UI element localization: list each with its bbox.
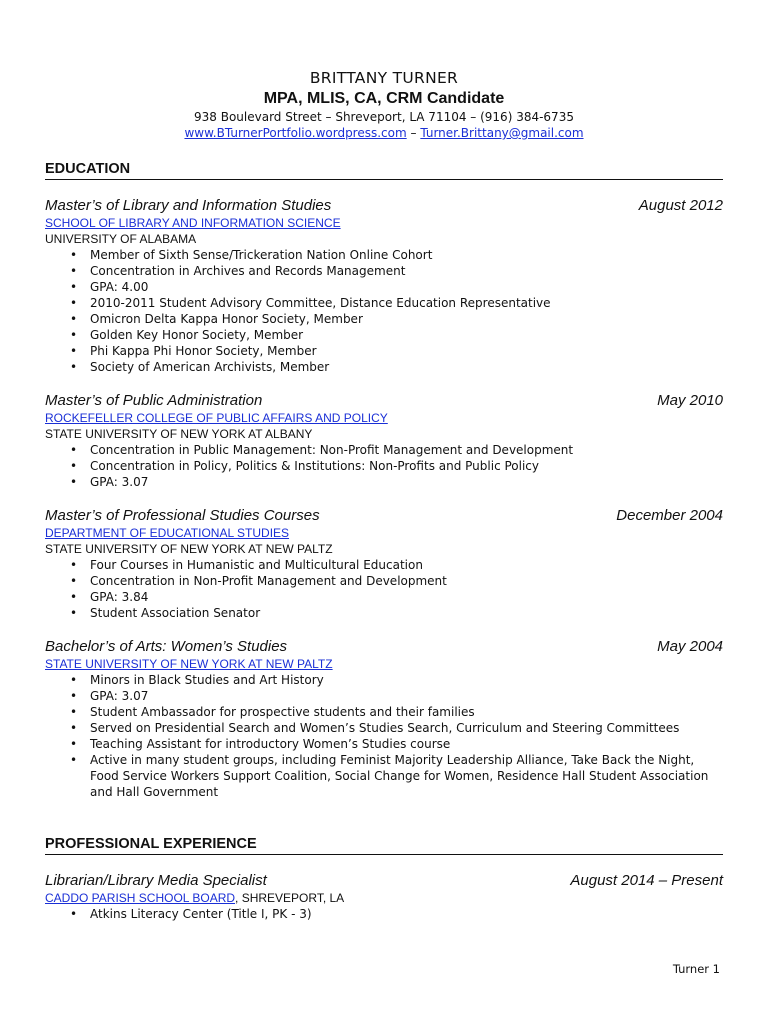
experience-entry	[45, 872, 723, 922]
portfolio-link[interactable]: www.BTurnerPortfolio.wordpress.com	[184, 126, 407, 140]
entry-date: May 2010	[657, 392, 723, 409]
page-footer: Turner 1	[672, 962, 720, 976]
education-entry	[45, 638, 723, 800]
entry-title-row	[45, 638, 723, 656]
list-item: • Student Association Senator	[70, 605, 723, 621]
department-link[interactable]: DEPARTMENT OF EDUCATIONAL STUDIES	[45, 526, 290, 540]
candidate-name: BRITTANY TURNER	[309, 69, 459, 87]
list-item: • Minors in Black Studies and Art History	[70, 672, 723, 688]
list-item: • Student Ambassador for prospective students and their families	[70, 704, 723, 720]
bullet-list	[45, 442, 723, 490]
school-name: STATE UNIVERSITY OF NEW YORK AT NEW PALTZ	[45, 542, 333, 556]
employer-location: , SHREVEPORT, LA	[235, 891, 345, 905]
employer-line	[45, 890, 723, 906]
list-item: • Society of American Archivists, Member	[70, 359, 723, 375]
bullet-list	[45, 906, 723, 922]
entry-date: May 2004	[657, 638, 723, 655]
experience-heading: PROFESSIONAL EXPERIENCE	[45, 836, 723, 855]
degree-title: Master’s of Public Administration	[45, 392, 263, 409]
list-item: • Concentration in Archives and Records Management	[70, 263, 723, 279]
job-title: Librarian/Library Media Specialist	[45, 872, 267, 889]
employer-link[interactable]: CADDO PARISH SCHOOL BOARD	[45, 891, 236, 905]
entry-date: August 2012	[638, 197, 723, 214]
list-item: • Phi Kappa Phi Honor Society, Member	[70, 343, 723, 359]
entry-title-row	[45, 872, 723, 890]
candidate-credentials: MPA, MLIS, CA, CRM Candidate	[263, 90, 505, 107]
education-entry	[45, 507, 723, 621]
list-item: • Golden Key Honor Society, Member	[70, 327, 723, 343]
degree-title: Master’s of Professional Studies Courses	[45, 507, 320, 524]
list-item: • GPA: 3.07	[70, 688, 723, 704]
degree-title: Master’s of Library and Information Studies	[45, 197, 332, 214]
resume-page	[45, 68, 723, 922]
school-name: UNIVERSITY OF ALABAMA	[45, 232, 197, 246]
list-item: • Member of Sixth Sense/Trickeration Nation Online Cohort	[70, 247, 723, 263]
list-item: • Omicron Delta Kappa Honor Society, Member	[70, 311, 723, 327]
list-item: • Teaching Assistant for introductory Women’s Studies course	[70, 736, 723, 752]
entry-date: December 2004	[616, 507, 723, 524]
entry-title-row	[45, 197, 723, 215]
email-link[interactable]: Turner.Brittany@gmail.com	[420, 126, 584, 140]
entry-title-row	[45, 392, 723, 410]
department-link[interactable]: ROCKEFELLER COLLEGE OF PUBLIC AFFAIRS AND POLICY	[45, 411, 388, 425]
list-item: • GPA: 3.84	[70, 589, 723, 605]
contact-address: 938 Boulevard Street – Shreveport, LA 71104 – (916) 384-6735	[194, 110, 574, 124]
link-separator: –	[406, 126, 421, 140]
list-item: • Four Courses in Humanistic and Multicultural Education	[70, 557, 723, 573]
contact-links	[45, 125, 723, 141]
department-link[interactable]: SCHOOL OF LIBRARY AND INFORMATION SCIENCE	[45, 216, 341, 230]
list-item: • Concentration in Policy, Politics & Institutions: Non-Profits and Public Policy	[70, 458, 723, 474]
list-item: • Atkins Literacy Center (Title I, PK - 3)	[70, 906, 723, 922]
bullet-list	[45, 247, 723, 375]
resume-header	[45, 68, 723, 141]
list-item: • GPA: 3.07	[70, 474, 723, 490]
list-item: • Served on Presidential Search and Women’s Studies Search, Curriculum and Steering Committees	[70, 720, 723, 736]
department-link[interactable]: STATE UNIVERSITY OF NEW YORK AT NEW PALTZ	[45, 657, 333, 671]
school-name: STATE UNIVERSITY OF NEW YORK AT ALBANY	[45, 427, 313, 441]
bullet-list	[45, 672, 723, 800]
list-item: • GPA: 4.00	[70, 279, 723, 295]
entry-title-row	[45, 507, 723, 525]
list-item: • Concentration in Public Management: Non-Profit Management and Development	[70, 442, 723, 458]
education-entry	[45, 197, 723, 375]
list-item: • Concentration in Non-Profit Management and Development	[70, 573, 723, 589]
education-heading: EDUCATION	[45, 161, 723, 180]
list-item: • Active in many student groups, including Feminist Majority Leadership Alliance, Take Back the Night, Food Service Workers Support Coalition, Social Change for Women, Residence Hall Student Association and Hall Government	[70, 752, 723, 800]
entry-date: August 2014 – Present	[570, 872, 723, 889]
bullet-list	[45, 557, 723, 621]
degree-title: Bachelor’s of Arts: Women’s Studies	[45, 638, 288, 655]
list-item: • 2010-2011 Student Advisory Committee, Distance Education Representative	[70, 295, 723, 311]
education-entry	[45, 392, 723, 490]
